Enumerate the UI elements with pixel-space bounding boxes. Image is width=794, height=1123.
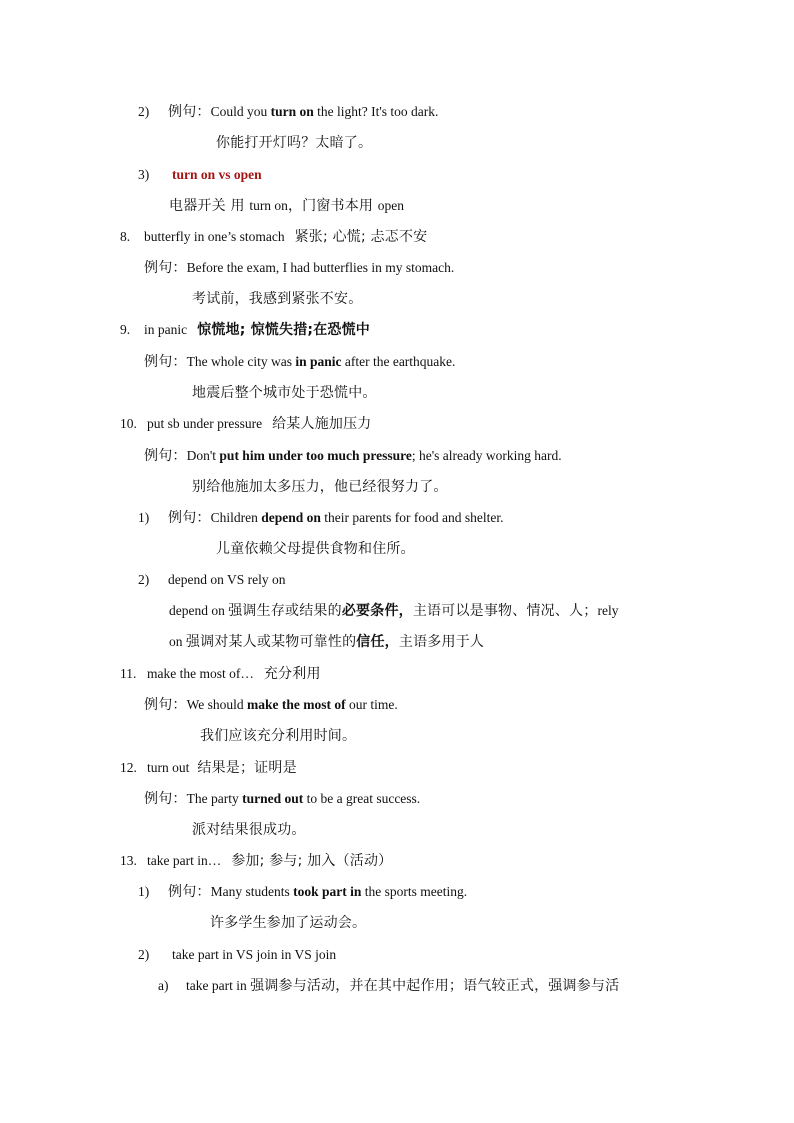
- item-10-heading: 10. put sb under pressure 给某人施加压力: [120, 416, 372, 432]
- line-translation-2: 考试前，我感到紧张不安。: [192, 291, 363, 307]
- line-take-part-vs-join: 2) take part in VS join in VS join: [138, 947, 337, 962]
- line-example-depend-on: 1) 例句：Children depend on their parents for food and shelter.: [138, 510, 504, 526]
- line-example-turn-out: 例句：The party turned out to be a great success.: [144, 791, 421, 807]
- line-turn-on-vs-open: 3) turn on vs open: [138, 167, 262, 182]
- line-depend-explanation-1: depend on 强调生存或结果的必要条件，主语可以是事物、情况、人；rely: [169, 603, 619, 619]
- line-translation-8: 许多学生参加了运动会。: [210, 915, 367, 931]
- line-take-part-explanation: a) take part in 强调参与活动，并在其中起作用；语气较正式，强调参与活: [158, 978, 620, 994]
- line-example-pressure: 例句：Don't put him under too much pressure; he's already working hard.: [144, 448, 562, 464]
- line-turn-on-explanation: 电器开关 用 turn on，门窗书本用 open: [169, 198, 405, 214]
- line-example-make-most: 例句：We should make the most of our time.: [144, 697, 398, 713]
- item-11-heading: 11. make the most of… 充分利用: [120, 666, 321, 682]
- item-9-heading: 9. in panic 惊慌地; 惊慌失措;在恐慌中: [120, 322, 370, 338]
- item-13-heading: 13. take part in… 参加; 参与; 加入（活动）: [120, 853, 393, 869]
- item-8-heading: 8. butterfly in one’s stomach 紧张; 心慌; 忐忑不安: [120, 229, 428, 245]
- line-translation-6: 我们应该充分利用时间。: [200, 728, 357, 744]
- line-example-turn-on: 2) 例句：Could you turn on the light? It's too dark.: [138, 104, 439, 120]
- line-depend-explanation-2: on 强调对某人或某物可靠性的信任，主语多用于人: [169, 634, 485, 650]
- item-12-heading: 12. turn out 结果是；证明是: [120, 760, 297, 776]
- line-example-butterflies: 例句：Before the exam, I had butterflies in my stomach.: [144, 260, 455, 276]
- line-translation-3: 地震后整个城市处于恐慌中。: [192, 385, 377, 401]
- line-translation-7: 派对结果很成功。: [192, 822, 306, 838]
- line-translation-4: 别给他施加太多压力，他已经很努力了。: [192, 479, 448, 495]
- line-example-take-part: 1) 例句：Many students took part in the sports meeting.: [138, 884, 468, 900]
- line-example-panic: 例句：The whole city was in panic after the earthquake.: [144, 354, 456, 370]
- line-depend-vs-rely: 2) depend on VS rely on: [138, 572, 286, 587]
- line-translation-1: 你能打开灯吗？太暗了。: [216, 135, 373, 151]
- line-translation-5: 儿童依赖父母提供食物和住所。: [216, 541, 415, 557]
